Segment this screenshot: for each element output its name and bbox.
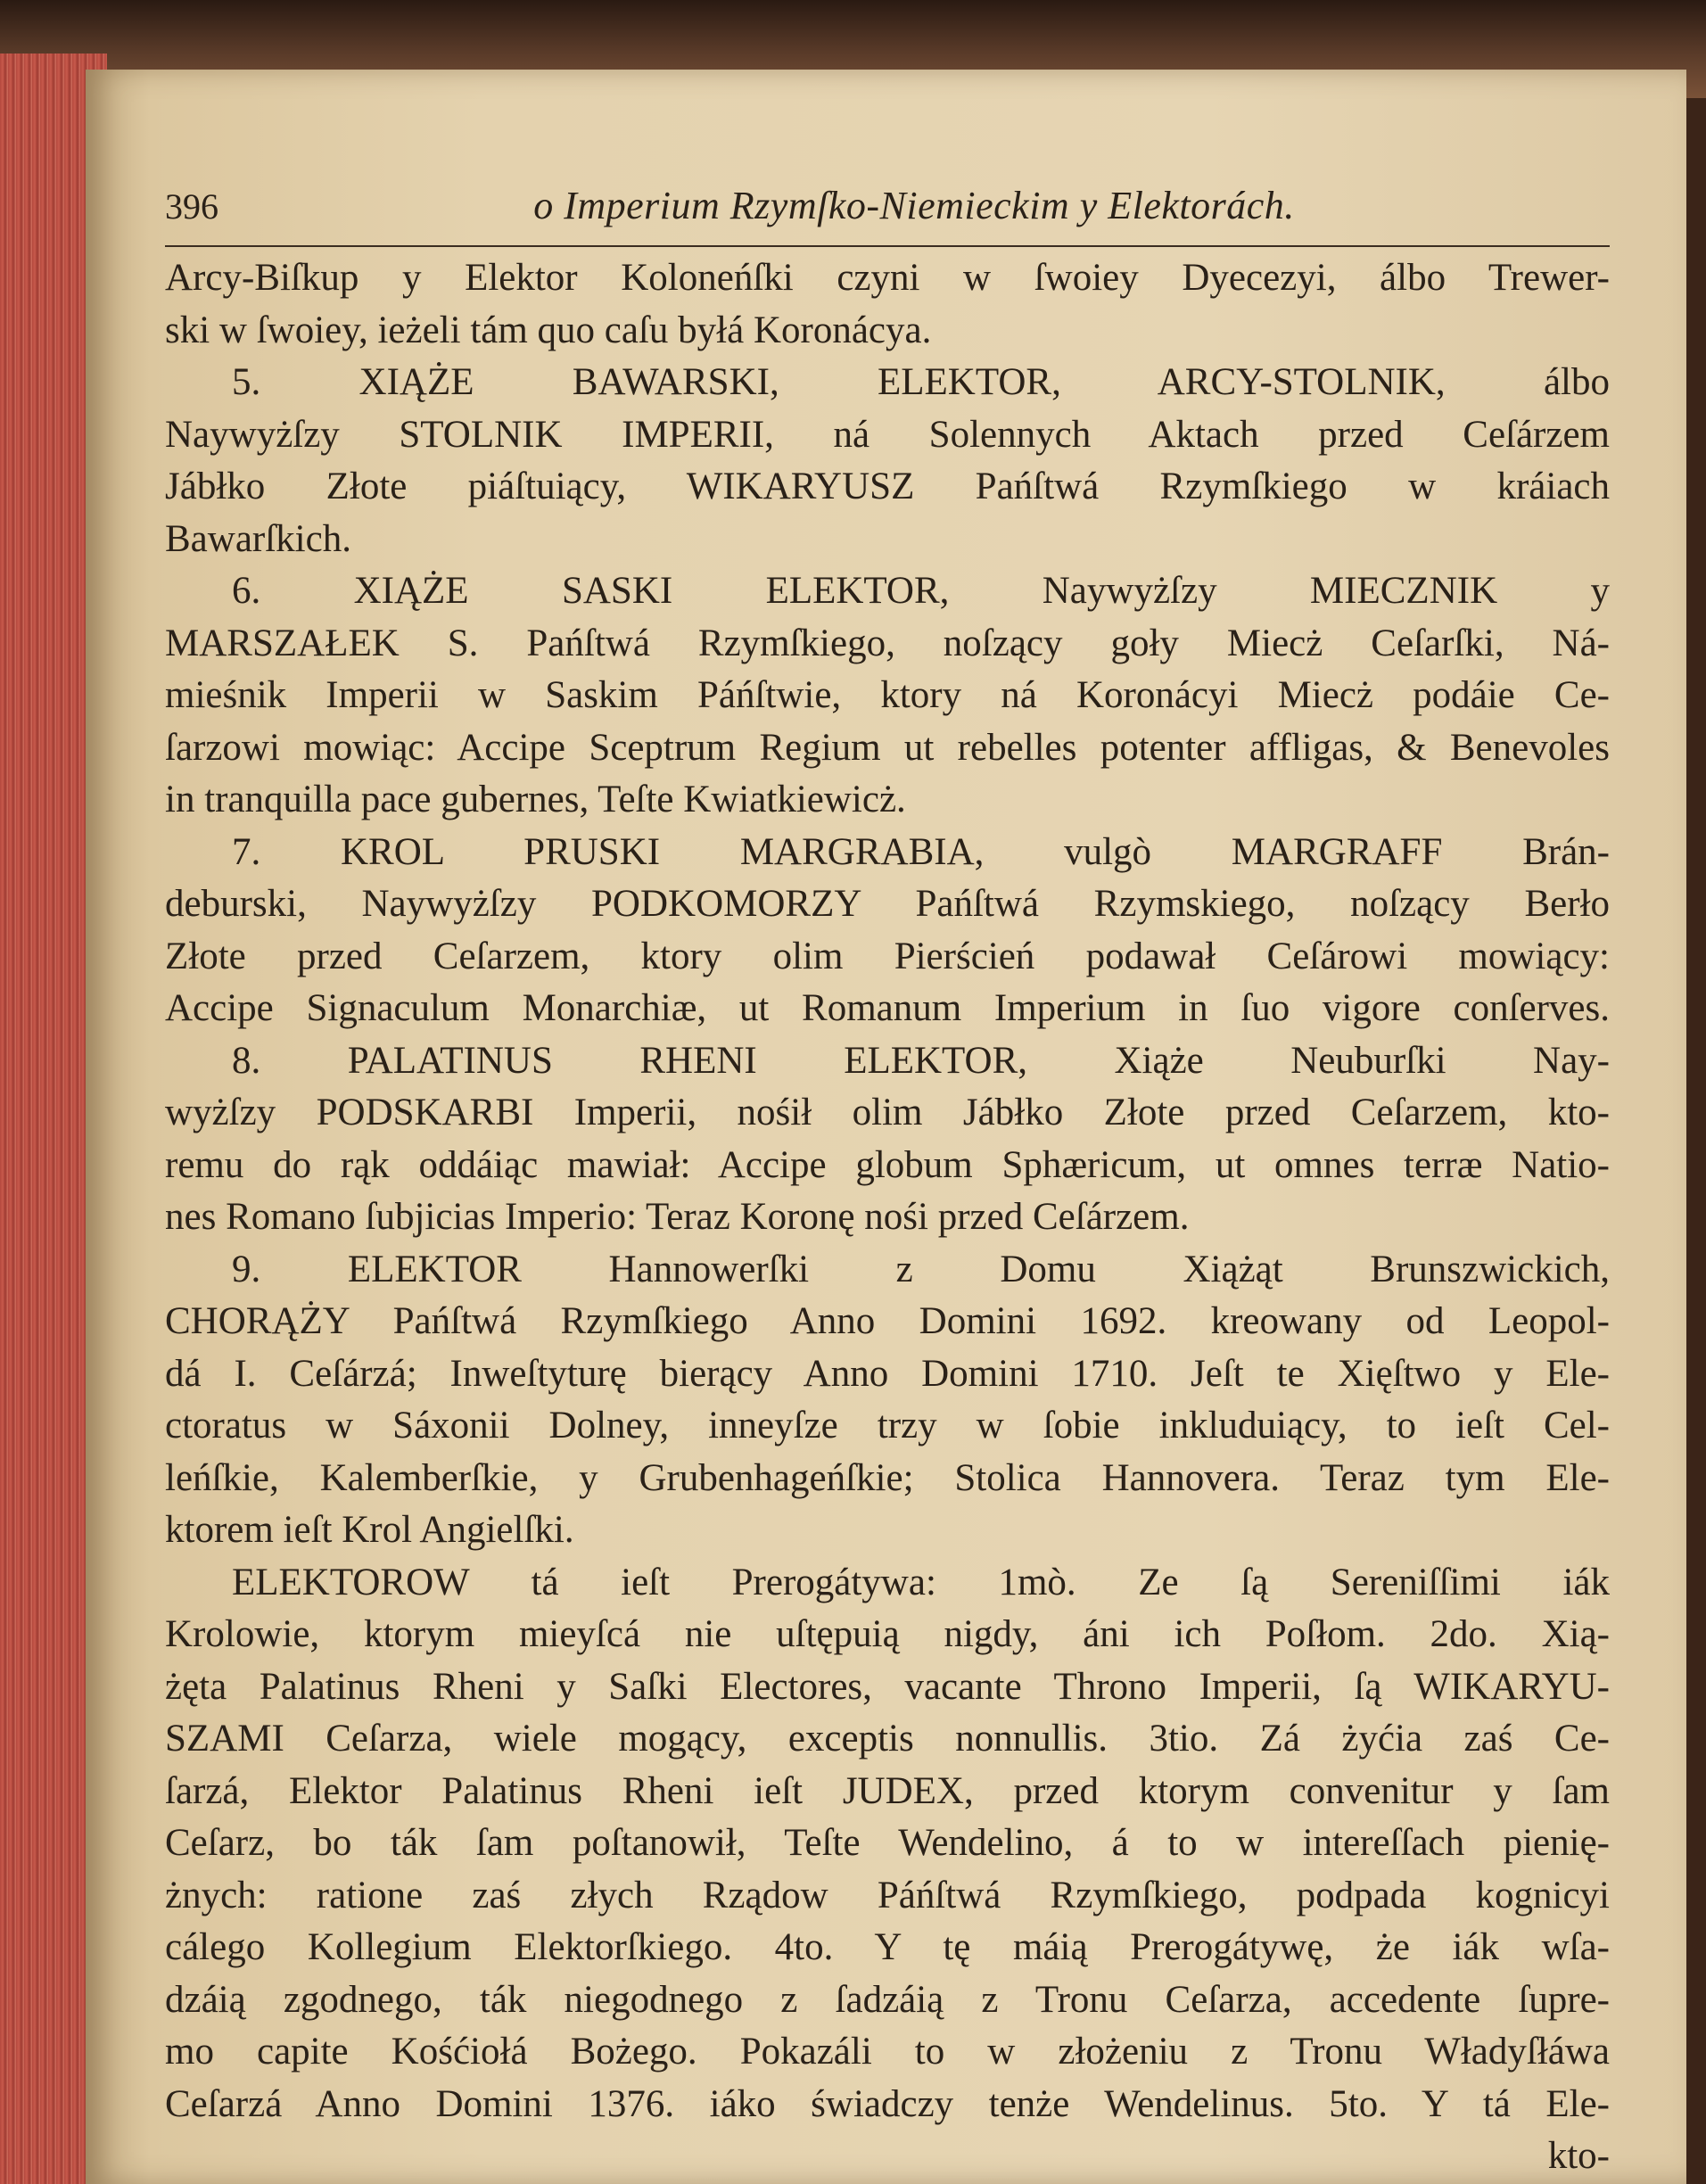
text-line: żęta Palatinus Rheni y Saſki Electores, vacante Throno Imperii, ſą WIKARYU- [165, 1665, 1610, 1708]
text-line: Naywyżſzy STOLNIK IMPERII, ná Solennych Aktach przed Ceſárzem [165, 413, 1610, 456]
text-line: ski w ſwoiey, ieżeli tám quo caſu byłá Koronácya. [165, 309, 932, 351]
text-line: Accipe Signaculum Monarchiæ, ut Romanum Imperium in ſuo vigore conſerves. [165, 987, 1610, 1029]
running-head [165, 183, 1610, 247]
text-line: mieśnik Imperii w Saskim Páńſtwie, ktory ná Koronácyi Miecż podáie Ce- [165, 674, 1610, 716]
page-content [165, 183, 1610, 2183]
text-line: mo capite Kośćiołá Bożego. Pokazáli to w złożeniu z Tronu Władyſłáwa [165, 2031, 1610, 2073]
text-line: ctoratus w Sáxonii Dolney, inneyſze trzy w ſobie inkluduiący, to ieſt Cel- [165, 1405, 1610, 1446]
text-line: ſarzowi mowiąc: Accipe Sceptrum Regium ut rebelles potenter affligas, & Benevoles [165, 726, 1610, 769]
text-line: ktorem ieſt Krol Angielſki. [165, 1509, 574, 1551]
catchword: kto- [1547, 2135, 1610, 2177]
text-line: remu do rąk oddáiąc mawiał: Accipe globum Sphæricum, ut omnes terræ Natio- [165, 1143, 1610, 1186]
text-line: nes Romano ſubjicias Imperio: Teraz Koronę nośi przed Ceſárzem. [165, 1196, 1190, 1238]
text-line: 7. KROL PRUSKI MARGRABIA, vulgò MARGRAFF Brán- [232, 830, 1610, 873]
text-line: Ceſarz, bo ták ſam poſtanowił, Teſte Wendelino, á to w intereſſach pienię- [165, 1822, 1610, 1864]
text-line: ſarzá, Elektor Palatinus Rheni ieſt JUDEX, przed ktorym convenitur y ſam [165, 1769, 1610, 1812]
text-line: Bawarſkich. [165, 517, 351, 560]
text-line: MARSZAŁEK S. Pańſtwá Rzymſkiego, noſzący goły Miecż Ceſarſki, Ná- [165, 622, 1610, 664]
text-line: 5. XIĄŻE BAWARSKI, ELEKTOR, ARCY-STOLNIK, álbo [232, 361, 1610, 403]
text-line: Złote przed Ceſarzem, ktory olim Pierścień podawał Ceſárowi mowiący: [165, 935, 1610, 977]
text-line: CHORĄŻY Pańſtwá Rzymſkiego Anno Domini 1692. kreowany od Leopol- [165, 1300, 1610, 1342]
text-line: Jábłko Złote piáſtuiący, WIKARYUSZ Pańſtwá Rzymſkiego w kráiach [165, 466, 1610, 507]
text-line: żnych: ratione zaś złych Rządow Páńſtwá Rzymſkiego, podpada kognicyi [165, 1874, 1610, 1916]
text-line: Krolowie, ktorym mieyſcá nie uſtępuią nigdy, áni ich Poſłom. 2do. Xią- [165, 1613, 1610, 1655]
text-line: leńſkie, Kalemberſkie, y Grubenhageńſkie; Stolica Hannovera. Teraz tym Ele- [165, 1456, 1610, 1499]
body-text [165, 252, 1610, 2183]
text-line: 8. PALATINUS RHENI ELEKTOR, Xiąże Neuburſki Nay- [232, 1039, 1610, 1082]
text-line: Ceſarzá Anno Domini 1376. iáko świadczy tenże Wendelinus. 5to. Y tá Ele- [165, 2082, 1610, 2125]
text-line: wyżſzy PODSKARBI Imperii, nośił olim Jábłko Złote przed Ceſarzem, kto- [165, 1092, 1610, 1133]
text-line: Arcy-Biſkup y Elektor Koloneńſki czyni w ſwoiey Dyecezyi, álbo Trewer- [165, 257, 1610, 299]
page-number: 396 [165, 186, 218, 227]
running-head-title: o Imperium Rzymſko-Niemieckim y Elektorách. [533, 184, 1295, 227]
text-line: 9. ELEKTOR Hannowerſki z Domu Xiążąt Brunszwickich, [232, 1248, 1610, 1290]
text-line: dzáią zgodnego, ták niegodnego z ſadzáią z Tronu Ceſarza, accedente ſupre- [165, 1978, 1610, 2021]
text-line: 6. XIĄŻE SASKI ELEKTOR, Naywyżſzy MIECZNIK y [232, 570, 1610, 612]
text-line: in tranquilla pace gubernes, Teſte Kwiatkiewicż. [165, 779, 906, 820]
text-line: cálego Kollegium Elektorſkiego. 4to. Y tę máią Prerogátywę, że iák wſa- [165, 1926, 1610, 1968]
text-line: SZAMI Ceſarza, wiele mogący, exceptis nonnullis. 3tio. Zá żyćia zaś Ce- [165, 1718, 1610, 1760]
text-line: ELEKTOROW tá ieſt Prerogátywa: 1mò. Ze ſą Sereniſſimi iák [232, 1561, 1610, 1603]
text-line: dá I. Ceſárzá; Inweſtyturę bierący Anno Domini 1710. Jeſt te Xięſtwo y Ele- [165, 1352, 1610, 1395]
text-line: deburski, Naywyżſzy PODKOMORZY Pańſtwá Rzymskiego, noſzący Berło [165, 883, 1610, 925]
